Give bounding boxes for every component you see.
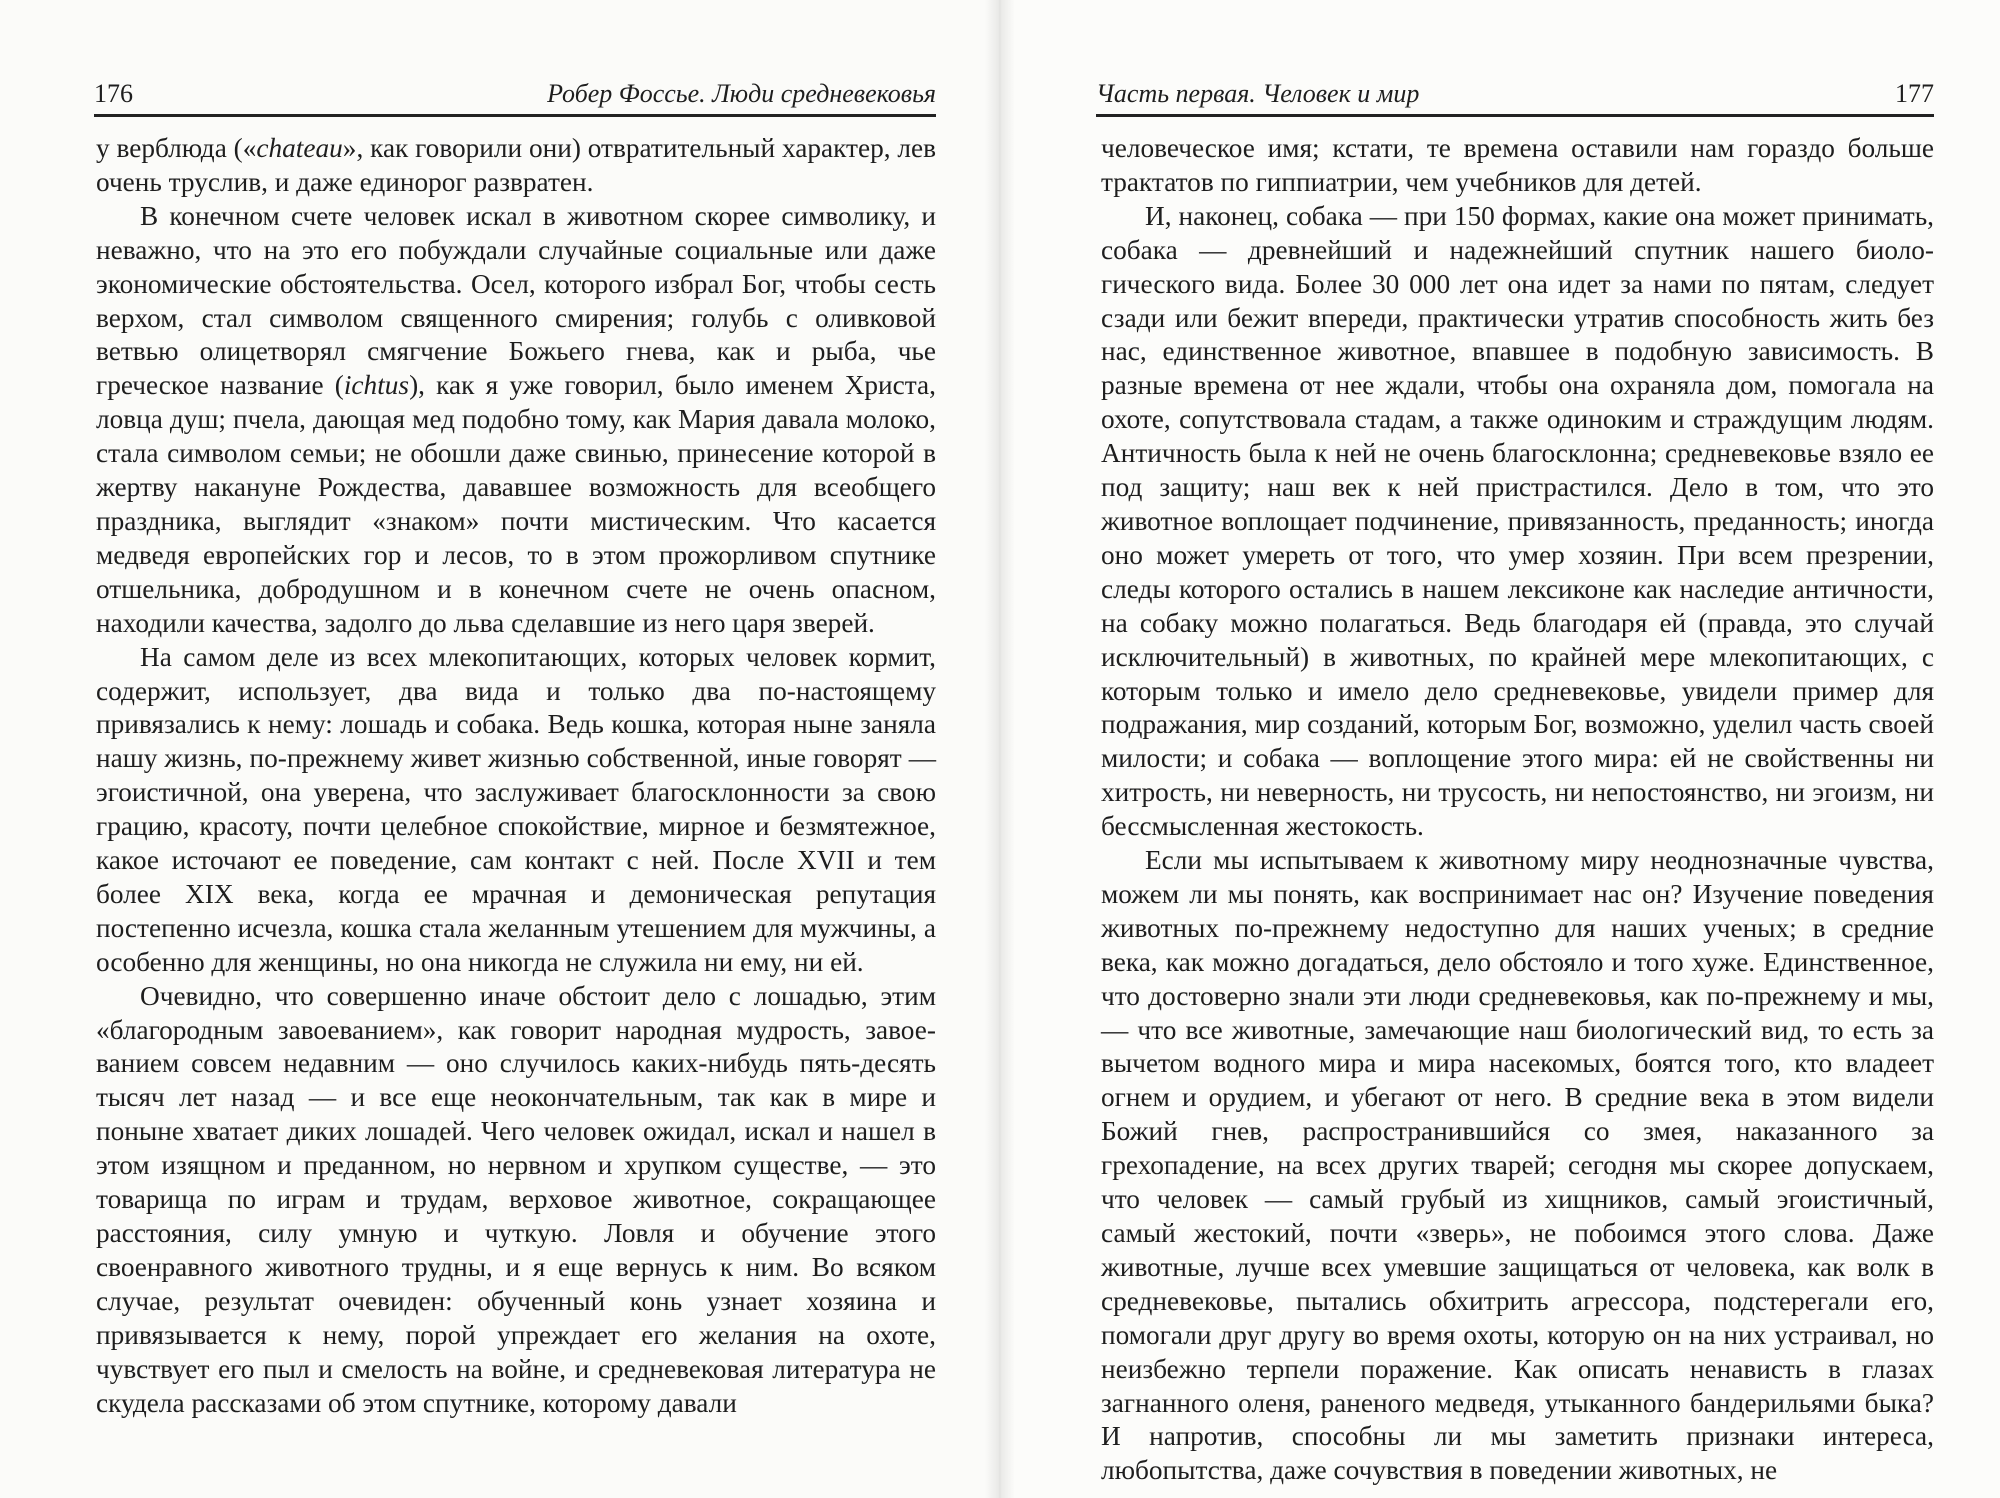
text-run: Если мы испытываем к животному миру неоднозначные чувства, можем ли мы понять, как воспринимает нас он? Изучение поведения животных по-прежнему недоступно для наших ученых; в средние века, как можно догадаться, дело обстояло и того хуже. Единственное, что достоверно знали эти люди средневековья, как по-прежнему и мы, — что все животные, замечающие наш биологический вид, то есть за вычетом водного мира и мира насекомых, боятся того, кто владеет огнем и орудием, и убегают от него. В средние века в этом видели Божий гнев, распространившийся со змея, наказанного за грехопадение, на всех других тварей; сегодня мы скорее допускаем, что человек — самый грубый из хищников, самый эгоистичный, самый жестокий, почти «зверь», не побоимся этого слова. Даже животные, лучше всех умевшие защищаться от человека, как волк в средневековье, пытались обхитрить агрессора, подстерегали его, помогали друг другу во время охоты, которую он на них устраивал, но неизбежно терпели поражение. Как описать ненависть в глазах загнанного оленя, раненого медведя, утыканного бандерильями быка? И напротив, способны ли мы заметить признаки интереса, любопытства, даже сочувствия в поведении животных, не <box>1101 845 1934 1486</box>
italic-term: chateau <box>256 133 343 163</box>
text-run: ), как я уже говорил, было именем Христа, ловца душ; пчела, дающая мед подобно тому, как Мария давала молоко, стала символом семьи; не обошли даже свинью, принесение которой в жертву накануне Рождества, дававшее возможность для всеобщего праздника, выглядит «знаком» почти мистическим. Что касается медведя европейских гор и лесов, то в этом прожорливом спутнике отшельника, добродушном и в конечном счете не очень опасном, находили качества, задолго до льва сделавшие из него царя зверей. <box>96 370 936 638</box>
right-running-header <box>1096 68 1934 117</box>
book-gutter-shadow <box>985 0 1015 1498</box>
text-run: В конечном счете человек искал в животном скорее символику, и неважно, что на это его побуждали случайные социальные или даже экономические обстоятельства. Осел, которого избрал Бог, чтобы сесть верхом, стал символом священного смирения; голубь с оливковой ветвью олицетворял смягчение Божьего гнева, как и рыба, чье греческое название ( <box>96 200 936 401</box>
text-run: у верблюда (« <box>96 133 257 163</box>
paragraph <box>1101 132 1934 200</box>
right-running-title: Часть первая. Человек и мир <box>1096 79 1420 108</box>
text-run: И, наконец, собака — при 150 формах, какие она может принимать, собака — древнейший и надежнейший спутник нашего биологического вида. Более 30 000 лет она идет за нами по пятам, следует сзади или бежит впереди, практически утратив способность жить без нас, единственное животное, впавшее в подобную зависимость. В разные времена от нее ждали, чтобы она охраняла дом, помогала на охоте, сопутствовала стадам, а также одиноким и страждущим людям. Античность была к ней не очень благосклонна; средневековье взяло ее под защиту; наш век к ней пристрастился. Дело в том, что это животное воплощает подчинение, привязанность, преданность; иногда оно может умереть от того, что умер хозяин. При всем презрении, следы которого остались в нашем лексиконе как наследие античности, на собаку можно полагаться. Ведь благодаря ей (правда, это случай исключительный) в животных, по крайней мере млекопитающих, с которым только и имело дело средневековье, увидели пример для подражания, мир созданий, которым Бог, возможно, уделил часть своей милости; и собака — воплощение этого мира: ей не свойственны ни хитрость, ни неверность, ни трусость, ни непостоянство, ни эгоизм, ни бессмысленная жестокость. <box>1101 200 1934 842</box>
text-run: Очевидно, что совершенно иначе обстоит дело с лошадью, этим «благородным завоеванием», как говорит народная мудрость, завоеванием совсем недавним — оно случилось каких-нибудь пять-десять тысяч лет назад — и все еще неокончательным, так как в мире и поныне хватает диких лошадей. Чего человек ожидал, искал и нашел в этом изящном и преданном, но нервном и хрупком существе, — это товарища по играм и трудам, верховое животное, сокращающее расстояния, силу умную и чуткую. Ловля и обучение этого своенравного животного трудны, и я еще вернусь к ним. Во всяком случае, результат очевиден: обученный конь узнает хозяина и привязывается к нему, порой упреждает его желания на охоте, чувствует его пыл и смелость на войне, и средневековая литература не скудела рассказами об этом спутнике, которому давали <box>96 980 936 1418</box>
paragraph <box>96 132 936 200</box>
right-page-number: 177 <box>1895 79 1934 108</box>
paragraph <box>96 980 936 1421</box>
paragraph <box>96 641 936 980</box>
left-body-text <box>96 132 936 1420</box>
paragraph <box>1101 844 1934 1488</box>
right-body-text <box>1101 132 1934 1488</box>
paragraph <box>1101 200 1934 844</box>
left-running-header <box>94 68 936 117</box>
left-page-number: 176 <box>94 79 133 108</box>
italic-term: ichtus <box>343 370 410 401</box>
left-running-title: Робер Фоссье. Люди средневековья <box>547 79 936 108</box>
text-run: », как говорили они) отвратительный характер, лев очень труслив, и даже единорог развратен. <box>96 133 936 197</box>
text-run: человеческое имя; кстати, те времена оставили нам гораздо больше трактатов по гиппиатрии, чем учебников для детей. <box>1101 133 1934 197</box>
text-run: На самом деле из всех млекопитающих, которых человек кормит, содержит, использует, два вида и только два по-настоящему привязались к нему: лошадь и собака. Ведь кошка, которая ныне заняла нашу жизнь, по-прежнему живет жизнью собственной, иные говорят — эгоистичной, она уверена, что заслуживает благосклонности за свою грацию, красоту, почти целебное спокойствие, мирное и безмятежное, какое источают ее поведение, сам контакт с ней. После XVII и тем более XIX века, когда ее мрачная и демоническая репутация постепенно исчезла, кошка стала желанным утешением для мужчины, а особенно для женщины, но она никогда не служила ни ему, ни ей. <box>96 641 936 977</box>
paragraph <box>96 200 936 641</box>
right-page <box>1000 0 2000 1498</box>
